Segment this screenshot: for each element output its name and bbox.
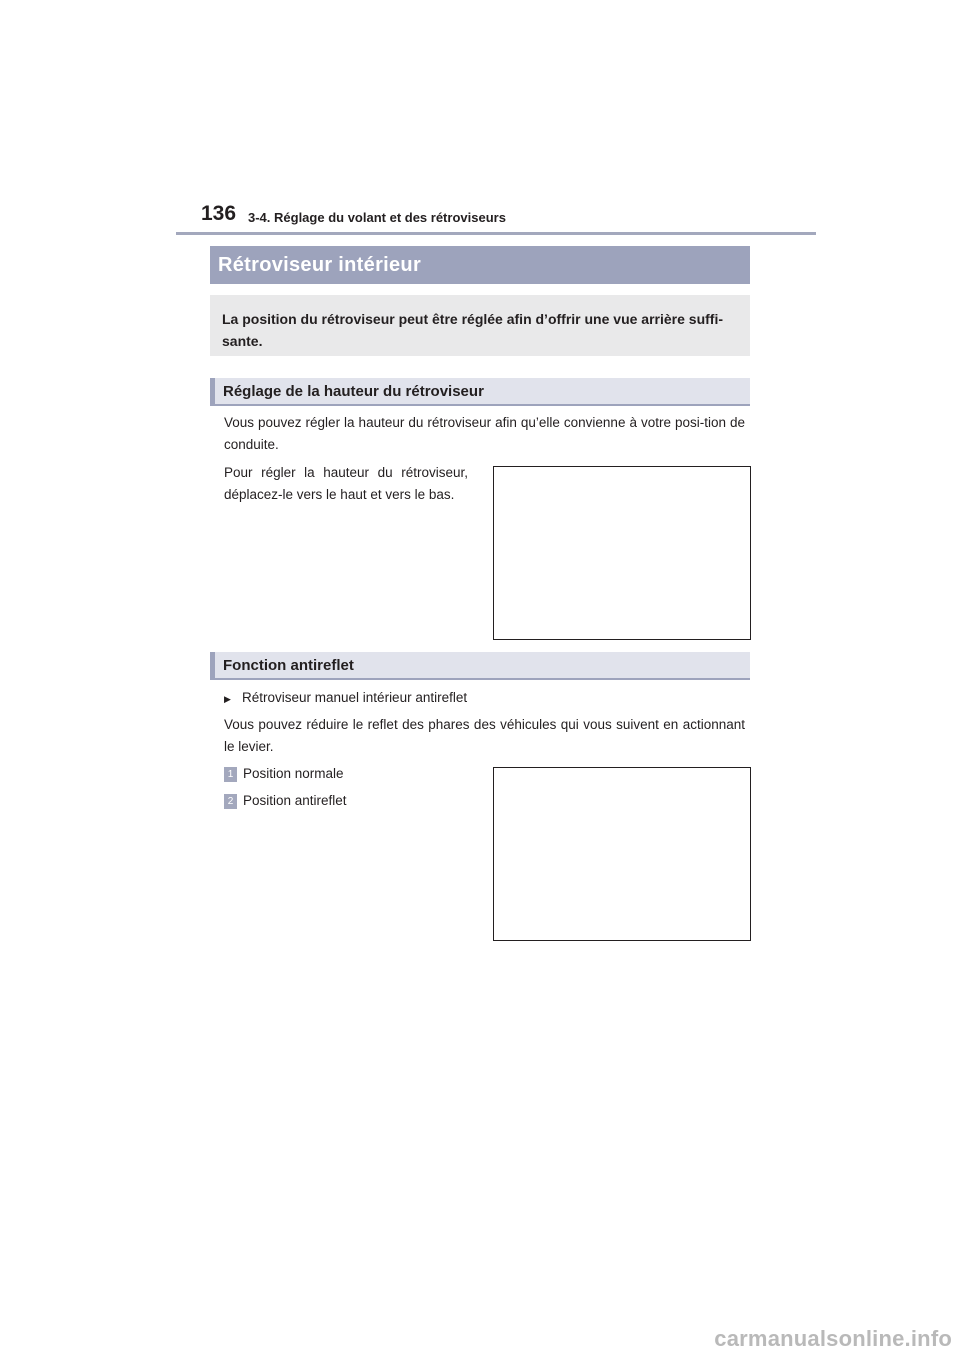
running-header: 3-4. Réglage du volant et des rétroviseurs	[248, 210, 506, 225]
subsection-height-adjust	[210, 378, 750, 406]
antiglare-bullet	[224, 688, 467, 709]
section-title: Rétroviseur intérieur	[218, 254, 422, 276]
header-rule	[176, 232, 816, 235]
subsection-antiglare-title: Fonction antireflet	[223, 657, 354, 674]
number-badge: 1	[224, 767, 237, 782]
intro-box: La position du rétroviseur peut être réglée afin d’offrir une vue arrière suffi-sante.	[210, 295, 750, 356]
subsection-height-adjust-title: Réglage de la hauteur du rétroviseur	[223, 383, 484, 400]
watermark: carmanualsonline.info	[714, 1326, 952, 1351]
subsection-antiglare	[210, 652, 750, 680]
page-number: 136	[201, 202, 237, 225]
antiglare-paragraph: Vous pouvez réduire le reflet des phares des véhicules qui vous suivent en actionnant le levier.	[224, 717, 745, 754]
height-adjust-figure	[493, 466, 751, 640]
antiglare-item-2-label: Position antireflet	[243, 793, 347, 808]
antiglare-item-1-label: Position normale	[243, 766, 344, 781]
height-adjust-paragraph-1: Vous pouvez régler la hauteur du rétroviseur afin qu’elle convienne à votre posi-tion de conduite.	[224, 415, 745, 452]
section-title-bar	[210, 246, 750, 284]
antiglare-bullet-text: Rétroviseur manuel intérieur antireflet	[242, 690, 468, 705]
triangle-bullet-icon: ▶	[224, 694, 231, 704]
antiglare-figure	[493, 767, 751, 941]
height-adjust-paragraph-2: Pour régler la hauteur du rétroviseur, déplacez-le vers le haut et vers le bas.	[224, 465, 468, 502]
antiglare-item-2	[224, 791, 347, 811]
antiglare-item-1	[224, 764, 344, 784]
number-badge: 2	[224, 794, 237, 809]
